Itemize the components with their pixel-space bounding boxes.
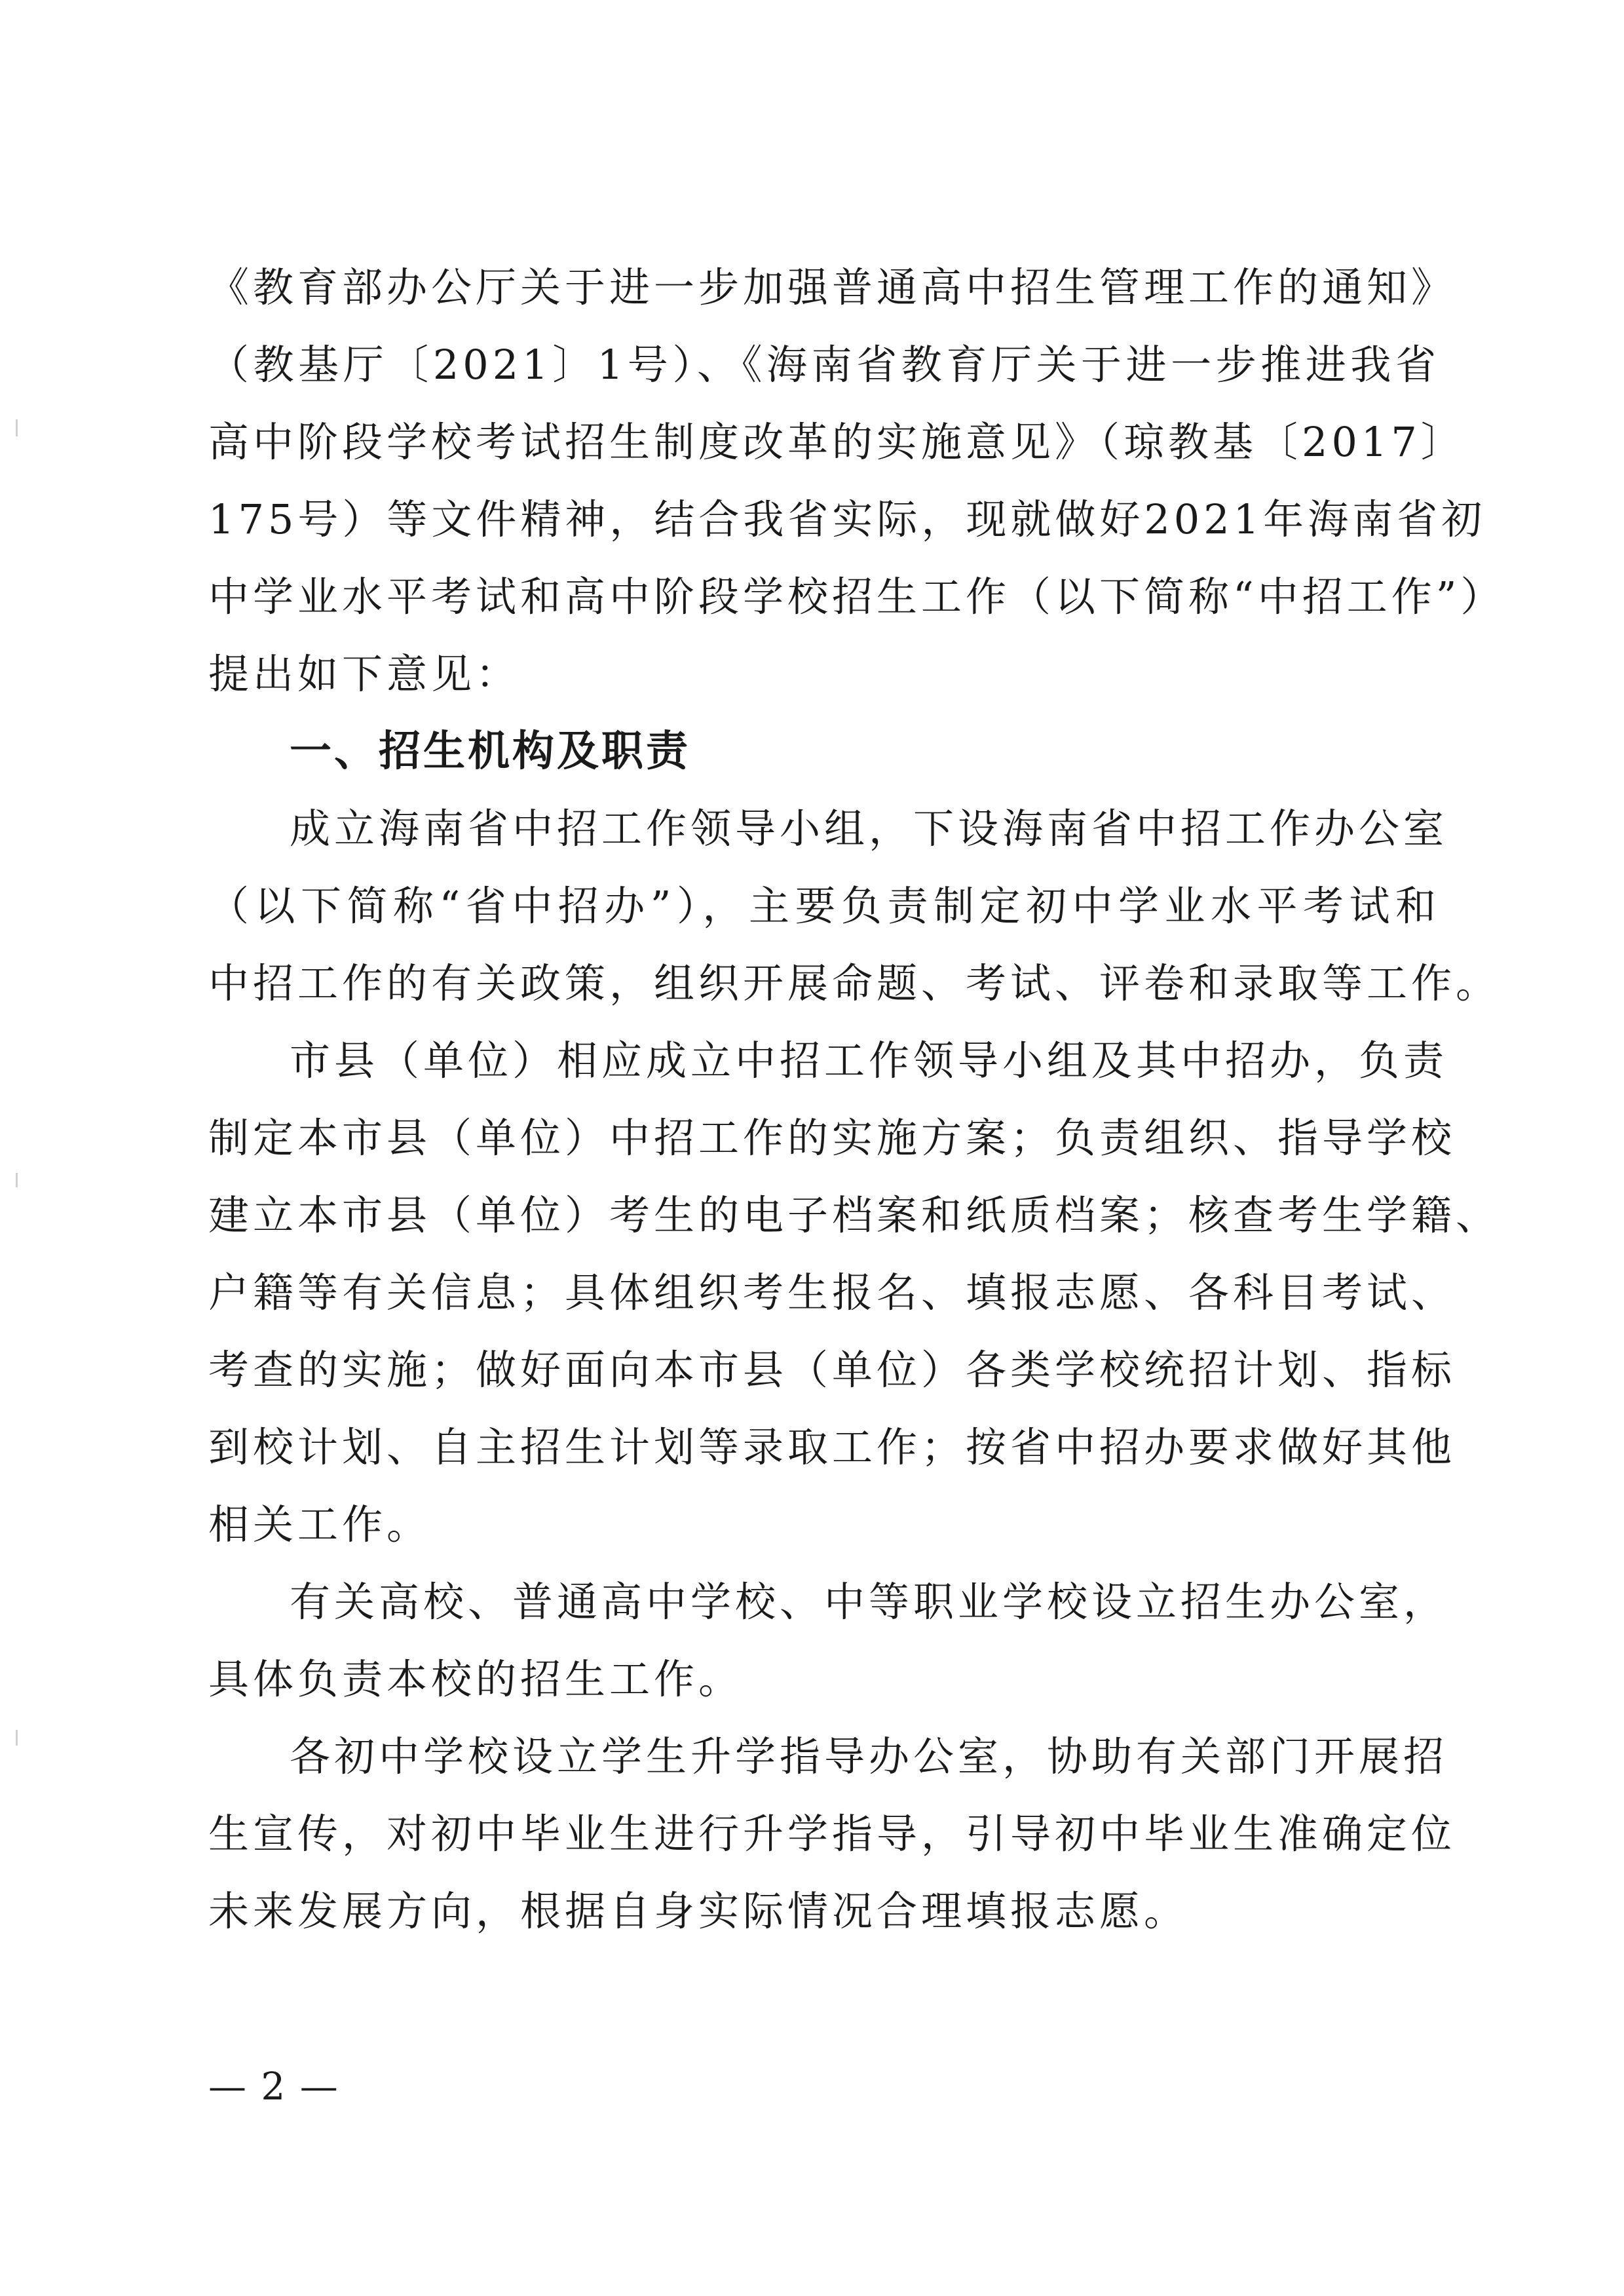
document-body <box>208 249 1505 1950</box>
page-number: — 2 — <box>208 2064 339 2109</box>
body-text-line: 考查的实施；做好面向本市县（单位）各类学校统招计划、指标 <box>208 1346 1456 1394</box>
section-heading: 一、招生机构及职责 <box>290 727 690 776</box>
body-text-line: 生宣传，对初中毕业生进行升学指导，引导初中毕业生准确定位 <box>208 1810 1456 1858</box>
body-text-line: 《教育部办公厅关于进一步加强普通高中招生管理工作的通知》 <box>208 263 1456 311</box>
body-text-line: 各初中学校设立学生升学指导办公室，协助有关部门开展招 <box>290 1732 1448 1780</box>
body-text-line: （教基厅〔2021〕1号）、《海南省教育厅关于进一步推进我省 <box>208 341 1440 389</box>
body-text-line: 提出如下意见： <box>208 650 521 698</box>
scan-edge-mark <box>16 1730 18 1746</box>
body-text-line: 相关工作。 <box>208 1501 432 1548</box>
body-text-line: 未来发展方向，根据自身实际情况合理填报志愿。 <box>208 1887 1189 1935</box>
body-text-line: （以下简称“省中招办”），主要负责制定初中学业水平考试和 <box>208 882 1440 930</box>
body-text-line: 建立本市县（单位）考生的电子档案和纸质档案；核查考生学籍、 <box>208 1191 1501 1239</box>
body-text-line: 到校计划、自主招生计划等录取工作；按省中招办要求做好其他 <box>208 1423 1456 1471</box>
body-text-line: 成立海南省中招工作领导小组，下设海南省中招工作办公室 <box>290 805 1448 852</box>
body-text-line: 具体负责本校的招生工作。 <box>208 1655 744 1703</box>
scan-edge-mark <box>16 1173 18 1187</box>
body-text-line: 市县（单位）相应成立中招工作领导小组及其中招办，负责 <box>290 1037 1448 1084</box>
body-text-line: 中学业水平考试和高中阶段学校招生工作（以下简称“中招工作”） <box>208 573 1505 621</box>
body-text-line: 175号）等文件精神，结合我省实际，现就做好2021年海南省初 <box>208 495 1486 543</box>
body-text-line: 制定本市县（单位）中招工作的实施方案；负责组织、指导学校 <box>208 1114 1456 1162</box>
body-text-line: 户籍等有关信息；具体组织考生报名、填报志愿、各科目考试、 <box>208 1269 1456 1316</box>
scan-edge-mark <box>16 419 18 436</box>
body-text-line: 中招工作的有关政策，组织开展命题、考试、评卷和录取等工作。 <box>208 959 1501 1007</box>
body-text-line: 有关高校、普通高中学校、中等职业学校设立招生办公室， <box>290 1578 1448 1626</box>
body-text-line: 高中阶段学校考试招生制度改革的实施意见》（琼教基〔2017〕 <box>208 418 1465 466</box>
